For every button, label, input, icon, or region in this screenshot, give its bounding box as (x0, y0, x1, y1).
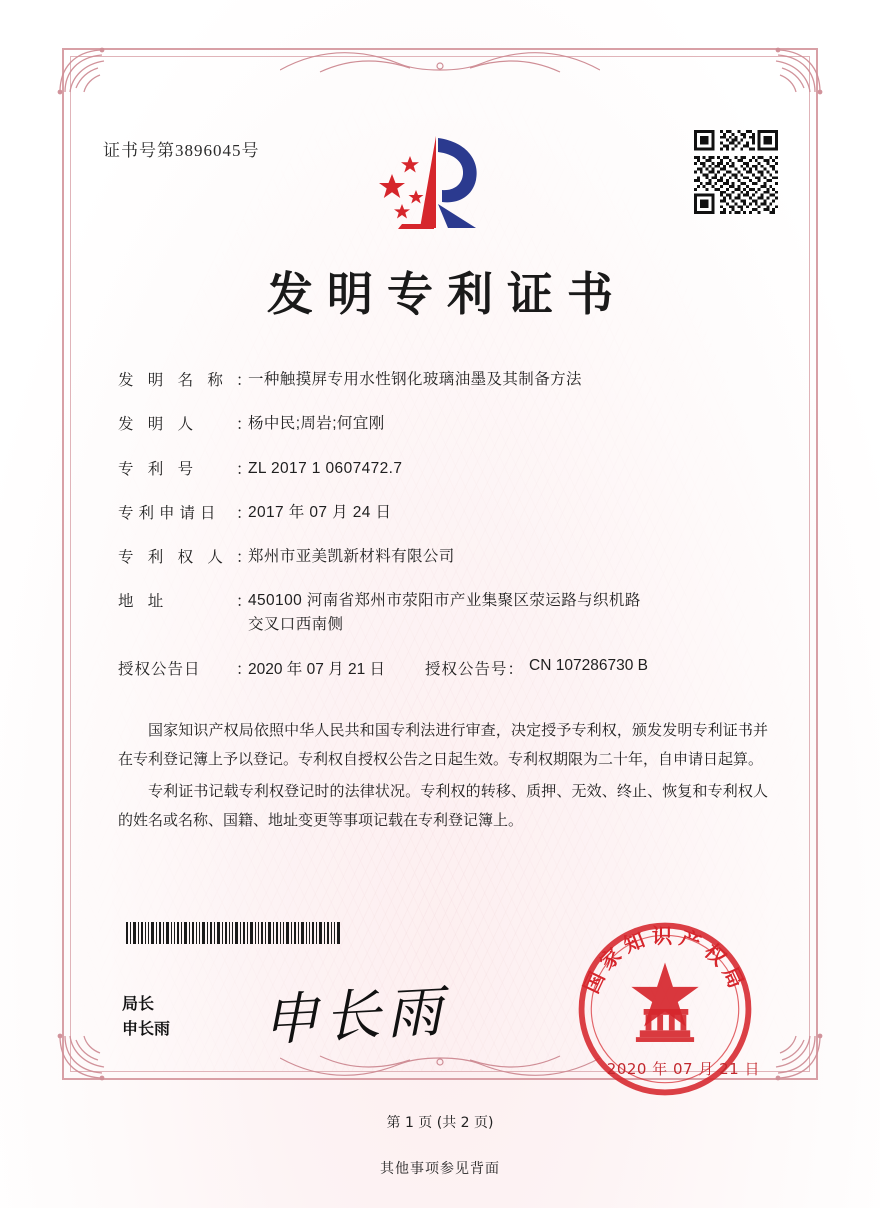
field-patentee (118, 545, 770, 568)
field-label: 发 明 人 (118, 416, 199, 434)
grant-date-value: 2020 年 07 月 21 日 (248, 660, 385, 678)
field-colon: ： (236, 504, 252, 522)
field-invention-name (118, 368, 770, 391)
field-grant-info (118, 657, 770, 679)
cnipa-logo-icon (372, 128, 512, 238)
field-list (118, 368, 770, 700)
grant-date-label: 授权公告日 (118, 660, 201, 678)
signature-block (122, 992, 170, 1042)
field-inventors (118, 412, 770, 435)
field-colon: ： (236, 460, 252, 478)
corner-ornament-top-right-icon (750, 44, 824, 96)
corner-ornament-top-left-icon (56, 44, 130, 96)
page-number: 第 1 页 (共 2 页) (386, 1115, 494, 1131)
field-label: 地 址 (118, 593, 169, 611)
field-colon: ： (236, 593, 252, 611)
field-label: 专 利 权 人 (118, 549, 228, 566)
field-value-line2: 交叉口西南侧 (248, 615, 344, 633)
field-colon: ： (236, 549, 252, 566)
back-note: 其他事项参见背面 (380, 1161, 500, 1177)
paragraph-1: 国家知识产权局依照中华人民共和国专利法进行审查，决定授予专利权，颁发发明专利证书并在专利登记簿上予以登记。专利权自授权公告之日起生效。专利权期限为二十年，自申请日起算。 (118, 721, 768, 769)
top-edge-ornament-icon (280, 44, 600, 78)
director-name: 申长雨 (122, 1018, 171, 1038)
grant-number-value: CN 107286730 B (529, 656, 648, 674)
director-title: 局长 (122, 994, 155, 1013)
barcode (126, 922, 342, 944)
field-value: 2017 年 07 月 24 日 (248, 503, 392, 521)
field-application-date (118, 501, 770, 524)
bottom-edge-ornament-icon (280, 1050, 600, 1084)
seal-date: 2020 年 07 月 21 日 (606, 1060, 760, 1078)
field-value: 450100 河南省郑州市荥阳市产业集聚区荥运路与织机路 (248, 592, 641, 610)
field-colon: ： (236, 416, 252, 434)
paragraph-2: 专利证书记载专利权登记时的法律状况。专利权的转移、质押、无效、终止、恢复和专利权人的姓名或名称、国籍、地址变更等事项记载在专利登记簿上。 (118, 781, 768, 829)
grant-number-label: 授权公告号 (425, 660, 508, 678)
field-label: 专 利 号 (118, 460, 199, 478)
grant-number-group (425, 657, 648, 679)
svg-text:国家知识产权局: 国家知识产权局 (579, 924, 751, 997)
page-title: 发明专利证书 (267, 267, 627, 321)
field-value-wrapper (248, 589, 770, 636)
field-value: 一种触摸屏专用水性钢化玻璃油墨及其制备方法 (248, 371, 582, 388)
field-label: 发 明 名 称 (118, 372, 228, 389)
field-value: 杨中民;周岩;何宜刚 (248, 415, 385, 433)
field-address (118, 589, 770, 636)
qr-code (694, 130, 778, 214)
certificate-number: 证书号第3896045号 (103, 141, 260, 160)
field-colon: ： (236, 372, 252, 389)
body-text (118, 716, 768, 837)
field-patent-number (118, 457, 770, 480)
field-value: 郑州市亚美凯新材料有限公司 (248, 548, 455, 565)
field-colon: ： (236, 660, 252, 678)
corner-ornament-bottom-left-icon (56, 1032, 130, 1084)
field-value: ZL 2017 1 0607472.7 (248, 459, 403, 477)
field-colon: ： (507, 660, 524, 678)
handwritten-signature: 申长雨 (260, 979, 450, 1054)
field-label: 专利申请日 (118, 504, 221, 522)
